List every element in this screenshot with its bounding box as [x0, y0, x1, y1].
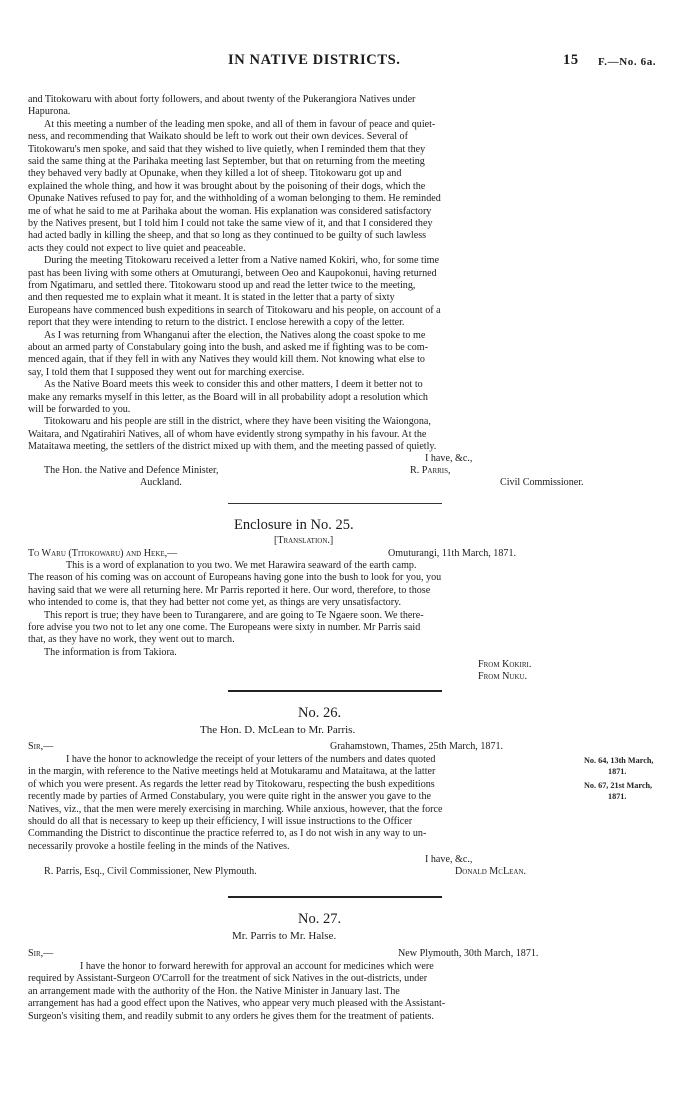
margin-note: No. 67, 21st March,	[584, 781, 653, 790]
text-line: As I was returning from Whanganui after the election, the Natives along the coast spoke to me	[44, 329, 426, 341]
text-line: that, as they have no work, they went out to march.	[28, 634, 235, 646]
text-line: necessarily provoke a hostile feeling in the minds of the Natives.	[28, 840, 290, 852]
enclosure-to: To Waru (Titokowaru) and Heke,—	[28, 548, 178, 559]
text-line: report that they were intending to return to the district. I enclose herewith a copy of the letter.	[28, 317, 405, 329]
text-line: As the Native Board meets this week to consider this and other matters, I deem it better not to	[44, 379, 423, 391]
addressee: The Hon. the Native and Defence Minister,	[44, 465, 219, 476]
text-line: of which you were present. As regards the letter read by Titokowaru, respecting the bush expeditions	[28, 778, 435, 790]
text-line: in the margin, with reference to the Native meetings held at Motukaramu and Mataitawa, at the latter	[28, 766, 436, 778]
text-line: explained the whole thing, and how it was brought about by the poisoning of their dogs, which the	[28, 180, 426, 192]
text-line: had acted badly in killing the sheep, and that so long as they continued to be guilty of such lawless	[28, 230, 427, 242]
text-line: Natives, viz., that the men were merely exercising in marching. While anxious, however, that the force	[28, 803, 443, 815]
salutation: Sir,—	[28, 948, 54, 959]
text-line: This is a word of explanation to you two. We met Harawira seaward of the earth camp.	[66, 560, 417, 571]
text-line: by the Natives present, but I told him I could not take the same view of it, and that I considered they	[28, 218, 433, 229]
text-line: I have the honor to acknowledge the receipt of your letters of the numbers and dates quoted	[66, 754, 436, 765]
enclosure-title: Enclosure in No. 25.	[234, 517, 354, 533]
text-line: make any remarks myself in this letter, as the Board will in all probability adopt a resolution which	[28, 391, 428, 403]
enclosure-subtitle: [Translation.]	[274, 535, 334, 546]
addressee: R. Parris, Esq., Civil Commissioner, New Plymouth.	[44, 866, 257, 877]
text-line: having said that we were all returning here. Mr Parris reported it here. Our word, therefore, to those	[28, 584, 431, 596]
text-line: At this meeting a number of the leading men spoke, and all of them in favour of peace and quiet-	[44, 118, 436, 130]
text-line: an arrangement made with the authority of the Hon. the Native Minister in January last. The	[28, 985, 400, 997]
text-line: and then requested me to explain what it meant. It is stated in the letter that a party of sixty	[28, 292, 395, 304]
margin-note: 1871.	[608, 767, 627, 776]
text-line: from Ngatimaru, and settled there. Titokowaru stood up and read the letter twice to the meeting,	[28, 280, 416, 291]
page-header-title: IN NATIVE DISTRICTS.	[228, 52, 401, 68]
text-line: This report is true; they have been to Turangarere, and are going to Te Ngaere soon. We there-	[44, 609, 424, 621]
text-line: and Titokowaru with about forty followers, and about twenty of the Pukerangiora Natives under	[28, 94, 416, 105]
from-nuku: From Nuku.	[478, 671, 528, 682]
closing: I have, &c.,	[425, 854, 473, 865]
text-line: who intended to come is, that they had better not come yet, as things are very unsatisfactory.	[28, 597, 401, 609]
section-divider	[228, 690, 442, 692]
text-line: ness, and recommending that Waikato should be left to work out their own devices. Several of	[28, 131, 408, 143]
text-line: acts they could not expect to live quiet and peaceable.	[28, 242, 246, 254]
text-line: Commanding the District to discontinue the practice referred to, as I do not wish in any way to un-	[28, 828, 427, 840]
text-line: say, I told them that I supposed they went out for marching exercise.	[28, 366, 305, 378]
text-line: Hapurona.	[28, 106, 71, 118]
text-line: will be forwarded to you.	[28, 404, 131, 415]
letter-27-number: No. 27.	[298, 911, 342, 927]
text-line: arrangement has had a good effect upon the Natives, who appear very much pleased with the Assistant-	[28, 998, 446, 1010]
text-line: Europeans have commenced bush expeditions in search of Titokowaru and his people, on account of a	[28, 304, 441, 316]
addressee-place: Auckland.	[140, 477, 182, 488]
section-divider	[228, 896, 442, 898]
text-line: Titokowaru and his people are still in the district, where they have been visiting the Waiongona,	[44, 416, 431, 428]
text-line: Waitara, and Ngatirahiri Natives, all of whom have evidently strong sympathy in his favour. At the	[28, 428, 427, 440]
letter-26-subtitle: The Hon. D. McLean to Mr. Parris.	[200, 724, 356, 736]
margin-note: No. 64, 13th March,	[584, 756, 654, 765]
document-reference: F.—No. 6a.	[598, 56, 657, 68]
signature-name: Donald McLean.	[455, 866, 527, 877]
letter-27-dateline: New Plymouth, 30th March, 1871.	[398, 948, 539, 959]
text-line: I have the honor to forward herewith for approval an account for medicines which were	[80, 961, 434, 972]
text-line: Surgeon's visiting them, and readily submit to any orders he gives them for the treatment of patients.	[28, 1010, 434, 1022]
closing: I have, &c.,	[425, 453, 473, 464]
text-line: Mataitawa meeting, the settlers of the district mixed up with them, and the meeting passed of quietly.	[28, 441, 437, 453]
text-line: The reason of his coming was on account of Europeans having gone into the bush to look for you, you	[28, 572, 442, 584]
text-line: past has been living with some others at Omuturangi, between Oeo and Kaupokonui, having returned	[28, 267, 437, 279]
text-line: menced again, that if they fell in with any Natives they would kill them. Not knowing what else to	[28, 354, 425, 366]
section-divider	[228, 503, 442, 504]
text-line: required by Assistant-Surgeon O'Carroll for the treatment of sick Natives in the out-districts, under	[28, 973, 428, 985]
letter-26-number: No. 26.	[298, 705, 342, 721]
enclosure-dateline: Omuturangi, 11th March, 1871.	[388, 548, 517, 559]
margin-note: 1871.	[608, 792, 627, 801]
text-line: me of what he said to me at Parihaka about the woman. His explanation was considered satisfactory	[28, 205, 432, 217]
text-line: said the same thing at the Parihaka meeting last September, but that on returning from the meeting	[28, 156, 425, 167]
text-line: should do all that is necessary to keep up their efficiency, I will issue instructions to the Officer	[28, 816, 413, 827]
from-kokiri: From Kokiri.	[478, 659, 532, 670]
text-line: fore advise you two not to let any one come. The Europeans were sixty in number. Mr Parris said	[28, 622, 421, 633]
text-line: Titokowaru's men spoke, and said that they wished to live quietly, when I reminded them that they	[28, 143, 426, 155]
letter-27-subtitle: Mr. Parris to Mr. Halse.	[232, 930, 337, 942]
text-line: The information is from Takiora.	[44, 646, 177, 658]
signature-title: Civil Commissioner.	[500, 477, 584, 488]
signature-name: R. Parris,	[410, 465, 451, 476]
text-line: they behaved very badly at Opunake, when they killed a lot of sheep. Titokowaru got up and	[28, 168, 402, 180]
text-line: recently made by parties of Armed Constabulary, you were quite right in the answer you gave to the	[28, 791, 431, 803]
letter-26-dateline: Grahamstown, Thames, 25th March, 1871.	[330, 741, 504, 752]
text-line: During the meeting Titokowaru received a letter from a Native named Kokiri, who, for some time	[44, 255, 439, 267]
text-line: Opunake Natives refused to pay for, and the withholding of a woman belonging to them. He reminded	[28, 193, 441, 205]
salutation: Sir,—	[28, 741, 54, 752]
text-line: about an armed party of Constabulary going into the bush, and asked me if fighting was to be com-	[28, 342, 429, 353]
page-number: 15	[563, 52, 579, 68]
